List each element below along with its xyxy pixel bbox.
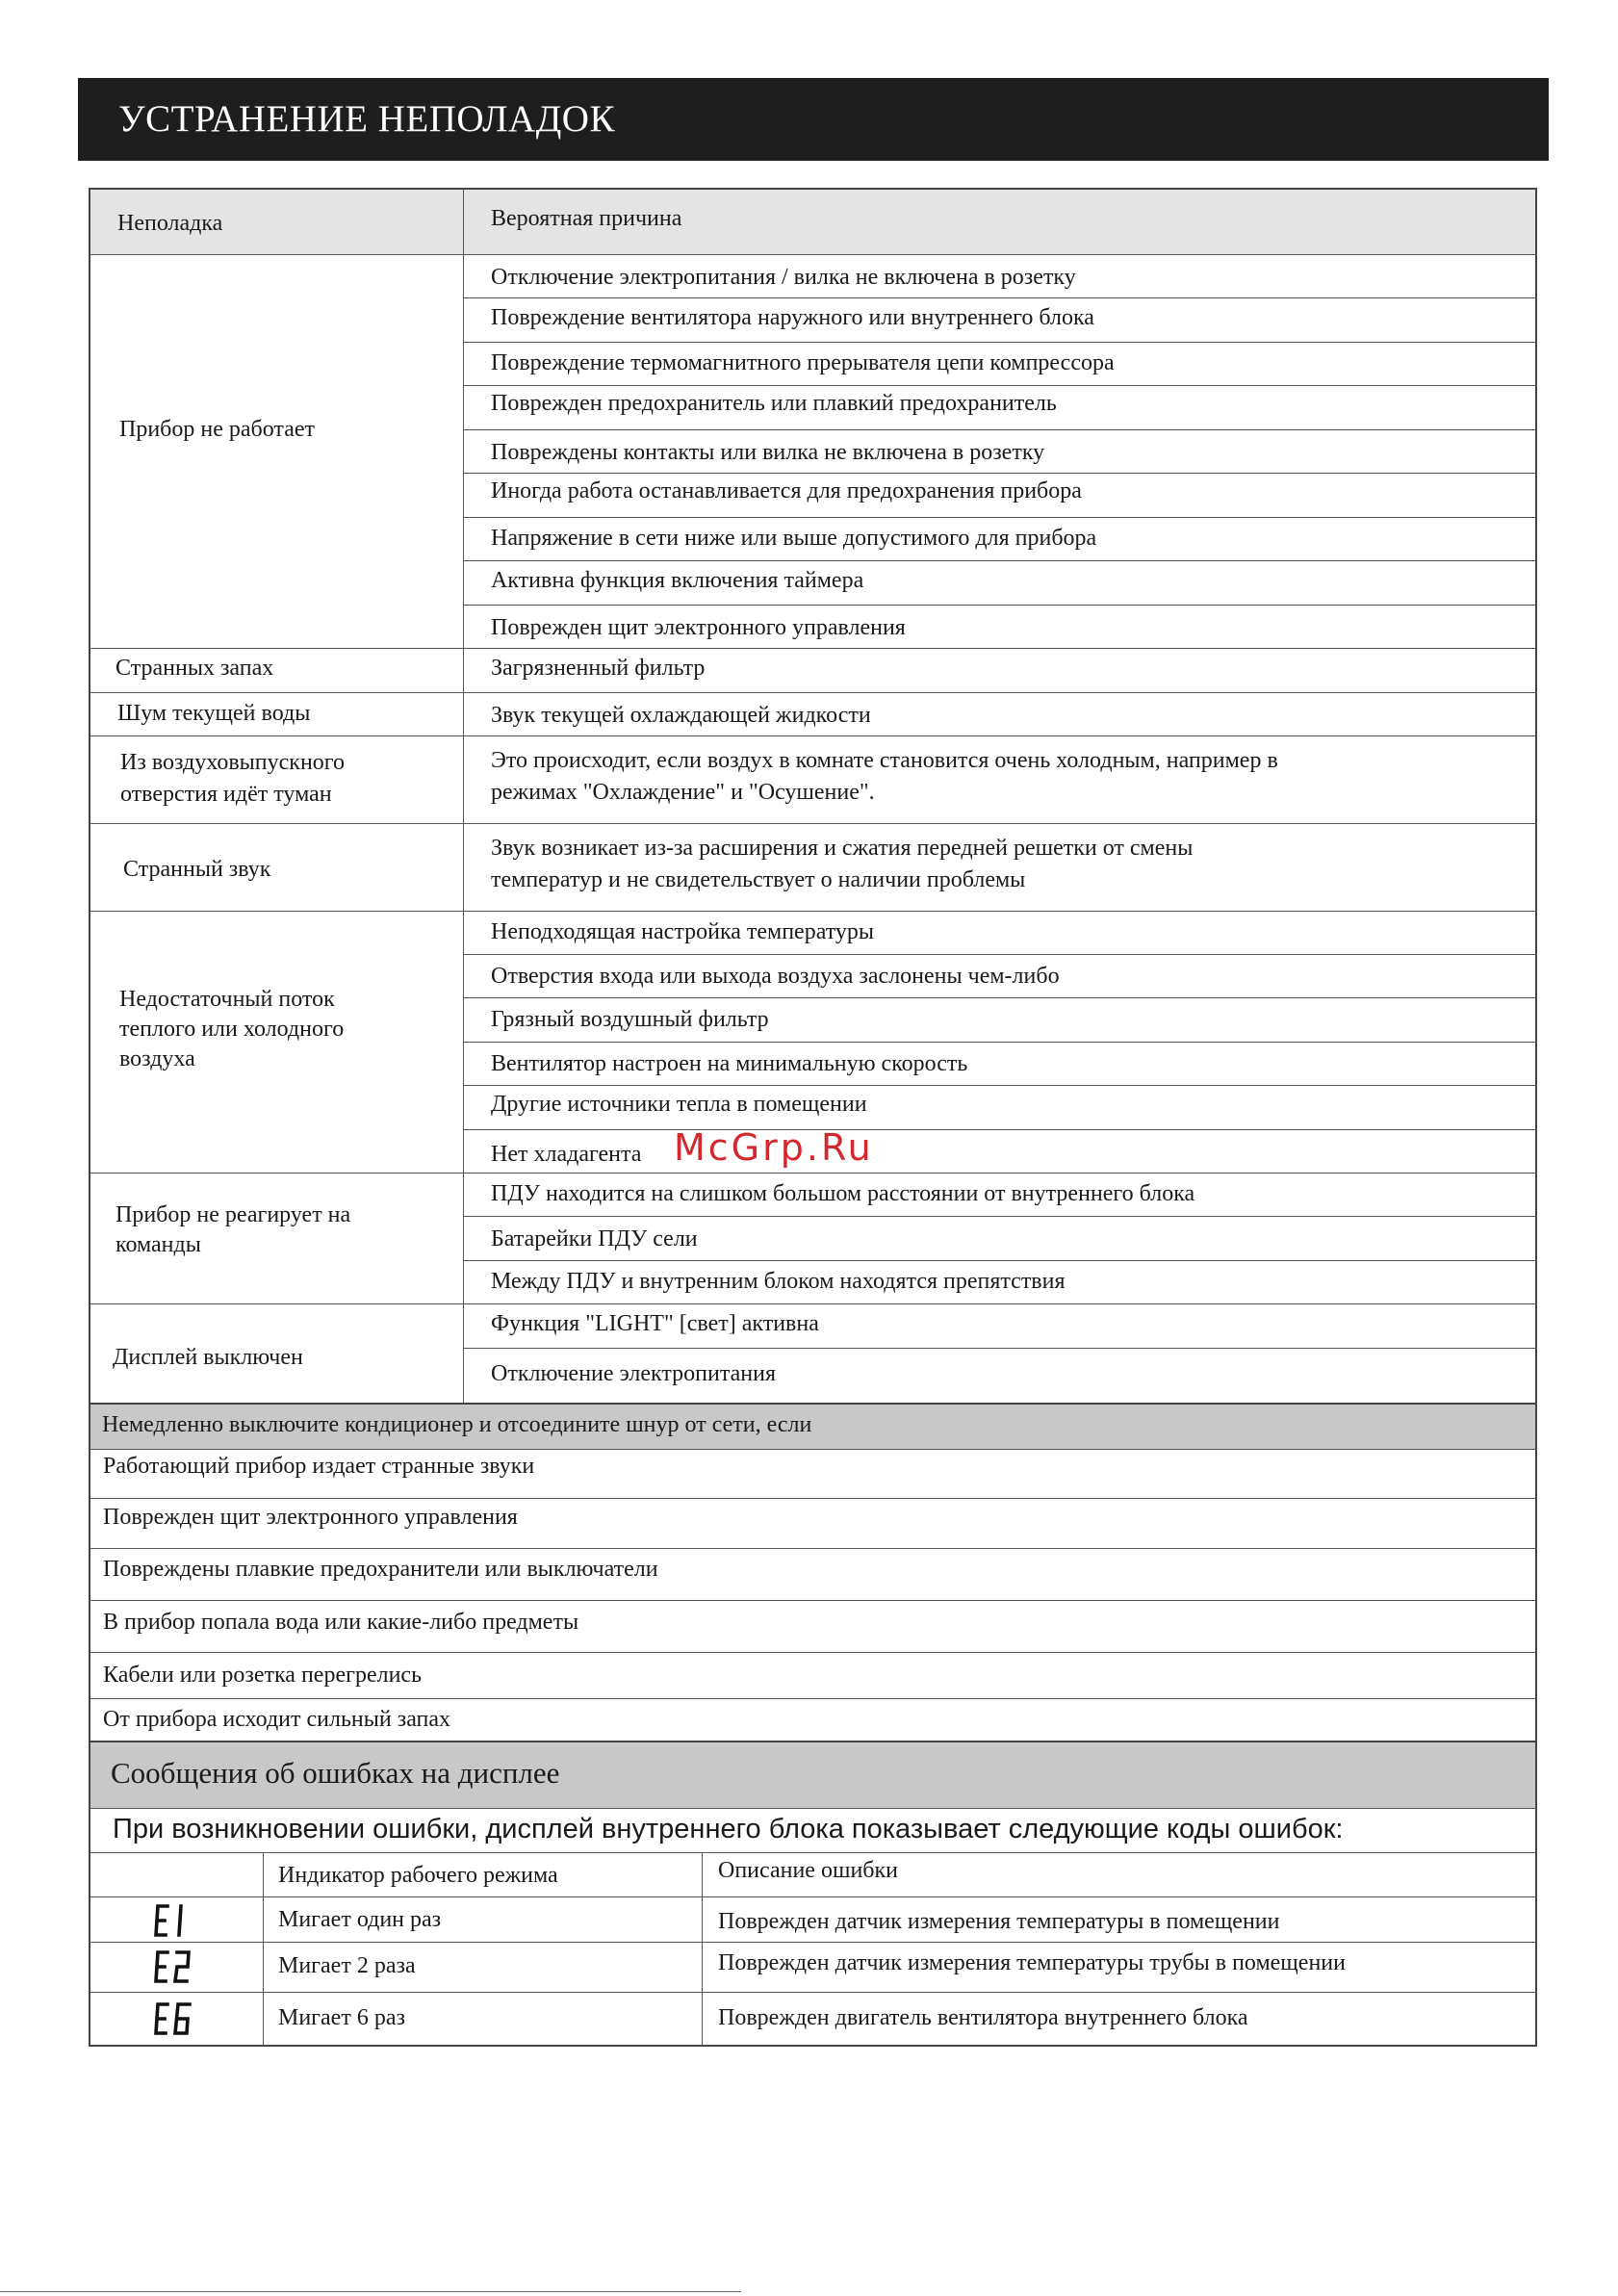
immediate-item: От прибора исходит сильный запах <box>103 1707 451 1732</box>
watermark: McGrp.Ru <box>674 1126 874 1169</box>
cause-text: Иногда работа останавливается для предохранения прибора <box>491 478 1082 503</box>
error-indicator: Мигает один раз <box>278 1907 442 1932</box>
problem-label: Недостаточный поток <box>119 987 335 1012</box>
problem-label: отверстия идёт туман <box>120 782 332 807</box>
error-code-e1-glyph <box>154 1904 198 1937</box>
problem-label: теплого или холодного <box>119 1017 345 1042</box>
cause-text: Отверстия входа или выхода воздуха заслонены чем-либо <box>491 964 1060 989</box>
cause-text: Поврежден щит электронного управления <box>491 615 906 640</box>
cause-text: Поврежден предохранитель или плавкий предохранитель <box>491 391 1057 416</box>
problem-label: Странных запах <box>116 656 274 681</box>
column-header-cause: Вероятная причина <box>491 206 682 231</box>
errors-heading: Сообщения об ошибках на дисплее <box>111 1756 560 1790</box>
cause-text: Между ПДУ и внутренним блоком находятся препятствия <box>491 1269 1066 1294</box>
immediate-item: Повреждены плавкие предохранители или выключатели <box>103 1557 658 1582</box>
error-indicator: Мигает 2 раза <box>278 1953 416 1978</box>
column-header-indicator: Индикатор рабочего режима <box>278 1863 558 1888</box>
cause-text: ПДУ находится на слишком большом расстоянии от внутреннего блока <box>491 1181 1195 1206</box>
error-description: Поврежден датчик измерения температуры в помещении <box>718 1909 1280 1934</box>
cause-text: Загрязненный фильтр <box>491 656 706 681</box>
problem-label: команды <box>116 1232 201 1257</box>
cause-text: Повреждение термомагнитного прерывателя цепи компрессора <box>491 350 1115 375</box>
cause-text: температур и не свидетельствует о наличии проблемы <box>491 867 1026 892</box>
cause-text: Другие источники тепла в помещении <box>491 1092 867 1117</box>
cause-text: Батарейки ПДУ сели <box>491 1226 698 1251</box>
error-indicator: Мигает 6 раз <box>278 2005 405 2030</box>
cause-text: Повреждены контакты или вилка не включена в розетку <box>491 440 1045 465</box>
immediate-item: Поврежден щит электронного управления <box>103 1505 518 1530</box>
problem-label: Прибор не работает <box>119 417 316 442</box>
page-title: УСТРАНЕНИЕ НЕПОЛАДОК <box>118 98 615 140</box>
immediate-heading: Немедленно выключите кондиционер и отсоедините шнур от сети, если <box>102 1412 812 1437</box>
cause-text: Отключение электропитания <box>491 1361 777 1386</box>
problem-label: Прибор не реагирует на <box>116 1202 351 1227</box>
errors-intro: При возникновении ошибки, дисплей внутреннего блока показывает следующие коды ошибок: <box>113 1814 1344 1845</box>
cause-text: Звук текущей охлаждающей жидкости <box>491 703 871 728</box>
error-description: Поврежден двигатель вентилятора внутреннего блока <box>718 2005 1248 2030</box>
cause-text: Функция "LIGHT" [свет] активна <box>491 1311 819 1336</box>
immediate-item: В прибор попала вода или какие-либо предметы <box>103 1610 579 1635</box>
immediate-item: Кабели или розетка перегрелись <box>103 1663 423 1688</box>
problem-label: Шум текущей воды <box>117 701 311 726</box>
cause-text: Это происходит, если воздух в комнате становится очень холодным, например в <box>491 748 1278 773</box>
immediate-item: Работающий прибор издает странные звуки <box>103 1454 535 1479</box>
cause-text: Вентилятор настроен на минимальную скорость <box>491 1051 968 1076</box>
page-header <box>78 78 1549 161</box>
cause-text: Звук возникает из-за расширения и сжатия передней решетки от смены <box>491 836 1194 861</box>
problem-label: Странный звук <box>123 857 271 882</box>
error-code-e2-glyph <box>154 1950 198 1983</box>
column-divider <box>463 188 464 1404</box>
cause-text: Активна функция включения таймера <box>491 568 864 593</box>
problem-label: воздуха <box>119 1046 195 1071</box>
page-footer-rule <box>0 2291 741 2292</box>
cause-text: Напряжение в сети ниже или выше допустимого для прибора <box>491 526 1097 551</box>
error-description: Поврежден датчик измерения температуры трубы в помещении <box>718 1950 1346 1975</box>
cause-text: режимах "Охлаждение" и "Осушение". <box>491 780 875 805</box>
column-header-description: Описание ошибки <box>718 1858 898 1883</box>
problem-label: Дисплей выключен <box>113 1345 303 1370</box>
cause-text: Отключение электропитания / вилка не включена в розетку <box>491 265 1076 290</box>
cause-text: Неподходящая настройка температуры <box>491 919 875 944</box>
problem-label: Из воздуховыпускного <box>120 750 346 775</box>
error-code-e6-glyph <box>154 2002 198 2035</box>
cause-text: Нет хладагента <box>491 1142 642 1167</box>
cause-text: Повреждение вентилятора наружного или внутреннего блока <box>491 305 1094 330</box>
cause-text: Грязный воздушный фильтр <box>491 1007 769 1032</box>
column-header-problem: Неполадка <box>117 211 223 236</box>
